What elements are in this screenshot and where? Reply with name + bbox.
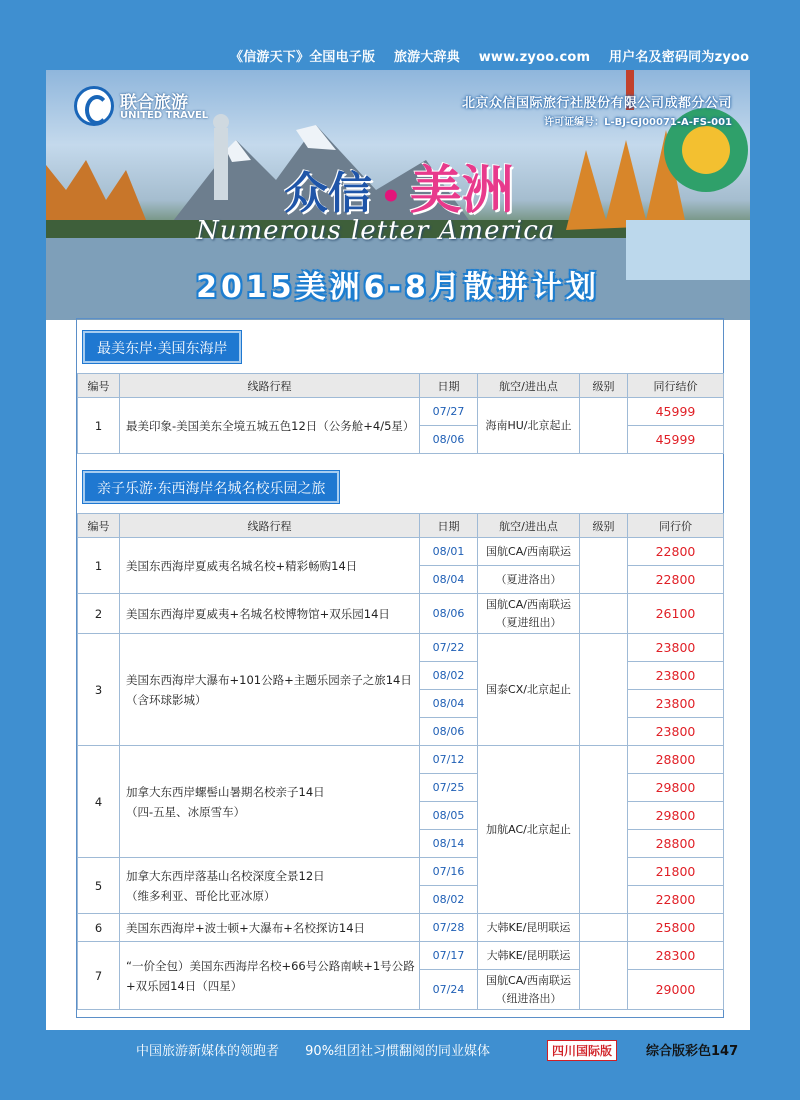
header-website[interactable]: www.zyoo.com [478, 50, 591, 65]
table-row [78, 858, 724, 886]
section2-table [77, 513, 724, 1010]
table-row [78, 942, 724, 970]
col-price: 同行价 [628, 514, 724, 538]
header-row [230, 46, 763, 65]
airline-line1: 国航CA/西南联运 [486, 597, 571, 611]
airline-line1: 国航CA/西南联运 [486, 973, 571, 987]
airline-cell [478, 594, 580, 634]
col-route: 线路行程 [120, 374, 420, 398]
date-cell: 07/22 [420, 634, 478, 662]
logo-en: UNITED TRAVEL [120, 110, 209, 121]
row-no: 1 [78, 538, 120, 594]
price-cell: 21800 [628, 858, 724, 886]
level-cell [580, 594, 628, 634]
date-cell: 07/16 [420, 858, 478, 886]
airline-cell [478, 970, 580, 1010]
route-name [120, 634, 420, 746]
footer-slogans [136, 1040, 512, 1059]
level-cell [580, 942, 628, 1010]
airline-cell: 国航CA/西南联运 [478, 538, 580, 566]
agency-info [462, 92, 732, 128]
date-cell: 07/28 [420, 914, 478, 942]
route-line2: （含环球影城） [126, 692, 207, 707]
section1-header-row [78, 374, 724, 398]
footer-bar [0, 1030, 800, 1100]
table-row [78, 914, 724, 942]
logo-cn: 联合旅游 [120, 93, 188, 113]
row-no: 7 [78, 942, 120, 1010]
logo [74, 86, 224, 130]
date-cell: 08/04 [420, 566, 478, 594]
date-cell: 08/02 [420, 886, 478, 914]
route-name: 最美印象-美国美东全境五城五色12日（公务舱+4/5星） [120, 398, 420, 454]
footer-slogan-2: 90%组团社习惯翻阅的同业媒体 [305, 1044, 491, 1059]
date-cell: 08/06 [420, 718, 478, 746]
date-cell: 07/27 [420, 398, 478, 426]
date-cell: 07/12 [420, 746, 478, 774]
price-cell: 28800 [628, 746, 724, 774]
header-credentials: 用户名及密码同为zyoo [608, 50, 750, 65]
table-row [78, 594, 724, 634]
col-date: 日期 [420, 514, 478, 538]
page-sheet [46, 70, 750, 1030]
route-line2: +双乐园14日（四星） [126, 978, 243, 993]
header-magazine: 《信游天下》全国电子版 [230, 50, 376, 65]
level-cell [580, 914, 628, 942]
route-name [120, 746, 420, 858]
price-cell: 22800 [628, 538, 724, 566]
header-bar [0, 0, 800, 70]
route-name [120, 858, 420, 914]
route-name: 美国东西海岸+波士顿+大瀑布+名校探访14日 [120, 914, 420, 942]
route-line2: （维多利亚、哥伦比亚冰原） [126, 888, 276, 903]
date-cell: 07/24 [420, 970, 478, 1010]
header-dictionary: 旅游大辞典 [393, 50, 460, 65]
edition-badge: 四川国际版 [547, 1040, 617, 1061]
price-cell: 29000 [628, 970, 724, 1010]
col-no: 编号 [78, 514, 120, 538]
col-level: 级别 [580, 374, 628, 398]
page-number: 综合版彩色147 [646, 1044, 739, 1059]
route-line1: 美国东西海岸大瀑布+101公路+主题乐园亲子之旅14日 [126, 672, 412, 687]
section1-label: 最美东岸·美国东海岸 [83, 331, 241, 363]
brand-part2: 美洲 [409, 161, 514, 221]
date-cell: 08/06 [420, 594, 478, 634]
price-cell: 23800 [628, 662, 724, 690]
airline-cell: 加航AC/北京起止 [478, 746, 580, 914]
table-row [78, 746, 724, 774]
price-cell: 28800 [628, 830, 724, 858]
date-cell: 08/06 [420, 426, 478, 454]
plan-title: 2015美洲6-8月散拼计划 [196, 270, 600, 305]
row-no: 4 [78, 746, 120, 858]
airline-cell: 大韩KE/昆明联运 [478, 914, 580, 942]
airline-cell: 大韩KE/昆明联运 [478, 942, 580, 970]
brand-part1: 众信 [284, 168, 372, 219]
price-cell: 25800 [628, 914, 724, 942]
row-no: 3 [78, 634, 120, 746]
brand-english: Numerous letter America [196, 216, 556, 246]
col-route: 线路行程 [120, 514, 420, 538]
table-row [78, 398, 724, 426]
date-cell: 08/14 [420, 830, 478, 858]
row-no: 2 [78, 594, 120, 634]
price-cell: 45999 [628, 426, 724, 454]
airline-cell: 国泰CX/北京起止 [478, 634, 580, 746]
footer-slogan-1: 中国旅游新媒体的领跑者 [136, 1044, 280, 1059]
date-cell: 07/25 [420, 774, 478, 802]
date-cell: 08/02 [420, 662, 478, 690]
route-line1: “一价全包）美国东西海岸名校+66号公路南峡+1号公路 [126, 958, 415, 973]
route-name [120, 942, 420, 1010]
itinerary-tables [76, 318, 724, 1018]
price-cell: 22800 [628, 566, 724, 594]
table-row [78, 634, 724, 662]
route-line1: 加拿大东西岸螺髻山暑期名校亲子14日 [126, 784, 325, 799]
row-no: 1 [78, 398, 120, 454]
price-cell: 23800 [628, 634, 724, 662]
route-name: 美国东西海岸夏威夷名城名校+精彩畅购14日 [120, 538, 420, 594]
date-cell: 07/17 [420, 942, 478, 970]
row-no: 5 [78, 858, 120, 914]
price-cell: 23800 [628, 690, 724, 718]
banner [46, 70, 750, 320]
row-no: 6 [78, 914, 120, 942]
col-price: 同行结价 [628, 374, 724, 398]
date-cell: 08/04 [420, 690, 478, 718]
license-number: 许可证编号：L-BJ-GJ00071-A-FS-001 [544, 117, 732, 128]
col-airline: 航空/进出点 [478, 514, 580, 538]
price-cell: 26100 [628, 594, 724, 634]
section1-table [77, 373, 724, 454]
level-cell [580, 398, 628, 454]
col-no: 编号 [78, 374, 120, 398]
level-cell [580, 538, 628, 594]
col-level: 级别 [580, 514, 628, 538]
airline-cell: 海南HU/北京起止 [478, 398, 580, 454]
airline-line2: （纽进洛出） [495, 991, 562, 1005]
price-cell: 22800 [628, 886, 724, 914]
route-line2: （四-五星、冰原雪车） [126, 804, 246, 819]
airline-line2: （夏进纽出） [495, 615, 562, 629]
airline-cell: （夏进洛出） [478, 566, 580, 594]
level-cell [580, 634, 628, 746]
price-cell: 45999 [628, 398, 724, 426]
price-cell: 28300 [628, 942, 724, 970]
brand-title [284, 148, 514, 223]
price-cell: 29800 [628, 774, 724, 802]
section2-header-row [78, 514, 724, 538]
brand-dot: • [380, 177, 402, 217]
logo-icon [74, 86, 114, 126]
col-date: 日期 [420, 374, 478, 398]
agency-name: 北京众信国际旅行社股份有限公司成都分公司 [461, 96, 732, 111]
section2-label: 亲子乐游·东西海岸名城名校乐园之旅 [83, 471, 339, 503]
col-airline: 航空/进出点 [478, 374, 580, 398]
level-cell [580, 746, 628, 914]
route-line1: 加拿大东西岸落基山名校深度全景12日 [126, 868, 325, 883]
table-row [78, 538, 724, 566]
price-cell: 29800 [628, 802, 724, 830]
date-cell: 08/05 [420, 802, 478, 830]
date-cell: 08/01 [420, 538, 478, 566]
price-cell: 23800 [628, 718, 724, 746]
route-name: 美国东西海岸夏威夷+名城名校博物馆+双乐园14日 [120, 594, 420, 634]
